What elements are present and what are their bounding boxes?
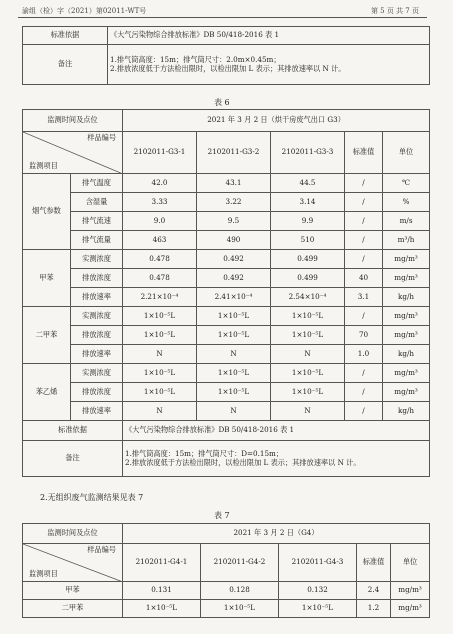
table-cell: 1×10⁻⁵L bbox=[123, 307, 197, 326]
column-header: 2102011-G4-3 bbox=[279, 544, 357, 582]
group-name: 甲苯 bbox=[23, 250, 71, 307]
table-row bbox=[23, 326, 430, 345]
table-cell: 1×10⁻⁵L bbox=[271, 383, 345, 402]
table-row bbox=[23, 383, 430, 402]
table-cell: 1×10⁻⁵L bbox=[123, 364, 197, 383]
table-cell: 490 bbox=[197, 231, 271, 250]
table-cell: / bbox=[345, 307, 383, 326]
header-diagonal-cell bbox=[23, 132, 123, 174]
table-cell: N bbox=[197, 345, 271, 364]
table-cell: 1.2 bbox=[357, 600, 391, 618]
column-header: 标准值 bbox=[345, 132, 383, 174]
table-cell: 3.14 bbox=[271, 193, 345, 212]
sub-item: 排气流量 bbox=[71, 231, 123, 250]
table-cell: 43.1 bbox=[197, 174, 271, 193]
item-name: 甲苯 bbox=[23, 582, 123, 600]
table-cell: / bbox=[345, 212, 383, 231]
time-label: 监测时间及点位 bbox=[23, 110, 123, 132]
group-name: 二甲苯 bbox=[23, 307, 71, 364]
sub-item: 排放速率 bbox=[71, 402, 123, 421]
table-row bbox=[23, 269, 430, 288]
remark-line: 1.排气筒高度：15m；排气筒尺寸：2.0m×0.45m； bbox=[110, 54, 281, 64]
remark-line: 2.排放浓度低于方法检出限时，以检出限加 L 表示；其排放速率以 N 计。 bbox=[110, 63, 346, 73]
table-cell: 1×10⁻⁵L bbox=[123, 326, 197, 345]
table-cell: 1×10⁻⁵L bbox=[197, 326, 271, 345]
table-cell: 3.1 bbox=[345, 288, 383, 307]
table-cell: / bbox=[345, 193, 383, 212]
table7 bbox=[22, 523, 430, 618]
table-cell: 2.4 bbox=[357, 582, 391, 600]
table-cell: 42.0 bbox=[123, 174, 197, 193]
sub-item: 实测浓度 bbox=[71, 250, 123, 269]
table-row bbox=[23, 402, 430, 421]
sub-item: 排放速率 bbox=[71, 345, 123, 364]
table-cell: 1×10⁻⁵L bbox=[197, 307, 271, 326]
table-cell: 0.499 bbox=[271, 269, 345, 288]
remark-line: 2.排放浓度低于方法检出限时，以检出限加 L 表示；其排放速率以 N 计。 bbox=[125, 457, 361, 467]
table-cell: 2.41×10⁻⁴ bbox=[197, 288, 271, 307]
table-cell: 9.0 bbox=[123, 212, 197, 231]
table-cell: 9.5 bbox=[197, 212, 271, 231]
table-cell: kg/h bbox=[383, 345, 430, 364]
table-cell: ℃ bbox=[383, 174, 430, 193]
table-row bbox=[23, 231, 430, 250]
std-label: 标准依据 bbox=[23, 421, 123, 441]
table-cell: 1×10⁻⁵L bbox=[271, 326, 345, 345]
remark-label: 备注 bbox=[23, 45, 108, 85]
table-cell: 44.5 bbox=[271, 174, 345, 193]
table-cell: mg/m³ bbox=[391, 600, 430, 618]
table-row bbox=[23, 582, 430, 600]
section-title: 2.无组织废气监测结果见表 7 bbox=[40, 493, 144, 502]
sample-label: 样品编号 bbox=[87, 133, 117, 142]
table-cell: N bbox=[197, 402, 271, 421]
table-cell: 0.492 bbox=[197, 269, 271, 288]
table-cell: 0.478 bbox=[123, 269, 197, 288]
table-cell: / bbox=[345, 402, 383, 421]
header-rule bbox=[18, 17, 427, 18]
table-cell: N bbox=[123, 402, 197, 421]
sub-item: 含湿量 bbox=[71, 193, 123, 212]
column-header: 单位 bbox=[391, 544, 430, 582]
report-number: 渝组（检）字（2021）第02011-WT号 bbox=[22, 7, 147, 15]
sub-item: 排气温度 bbox=[71, 174, 123, 193]
remark-line: 1.排气筒高度：15m；排气筒尺寸：D=0.15m； bbox=[125, 448, 284, 458]
std-label: 标准依据 bbox=[23, 27, 108, 45]
sub-item: 实测浓度 bbox=[71, 307, 123, 326]
table-row bbox=[23, 288, 430, 307]
table-cell: 0.492 bbox=[197, 250, 271, 269]
table-cell: 1×10⁻⁵L bbox=[123, 383, 197, 402]
table-cell: 40 bbox=[345, 269, 383, 288]
table6-caption: 表 6 bbox=[214, 98, 230, 107]
table-cell: 0.132 bbox=[279, 582, 357, 600]
table-cell: kg/h bbox=[383, 402, 430, 421]
table-cell: mg/m³ bbox=[383, 383, 430, 402]
sub-item: 排放浓度 bbox=[71, 383, 123, 402]
table-cell: 2.21×10⁻⁴ bbox=[123, 288, 197, 307]
table-row bbox=[23, 364, 430, 383]
column-header: 2102011-G3-3 bbox=[271, 132, 345, 174]
time-label: 监测时间及点位 bbox=[23, 524, 123, 544]
column-header: 2102011-G4-1 bbox=[123, 544, 201, 582]
column-header: 2102011-G3-1 bbox=[123, 132, 197, 174]
table-cell: 0.478 bbox=[123, 250, 197, 269]
group-name: 烟气参数 bbox=[23, 174, 71, 250]
table-cell: 1×10⁻⁵L bbox=[123, 600, 201, 618]
column-header: 2102011-G3-2 bbox=[197, 132, 271, 174]
page-number: 第 5 页 共 7 页 bbox=[370, 7, 419, 15]
sub-item: 排放浓度 bbox=[71, 326, 123, 345]
table-cell: N bbox=[271, 345, 345, 364]
item-name: 二甲苯 bbox=[23, 600, 123, 618]
sub-item: 排气流速 bbox=[71, 212, 123, 231]
remark-label: 备注 bbox=[23, 441, 123, 477]
table7-caption: 表 7 bbox=[214, 511, 230, 520]
table-cell: / bbox=[345, 231, 383, 250]
table-cell: 2.54×10⁻⁴ bbox=[271, 288, 345, 307]
table-cell: 1×10⁻⁵L bbox=[201, 600, 279, 618]
table-cell: % bbox=[383, 193, 430, 212]
column-header: 单位 bbox=[383, 132, 430, 174]
remark-value bbox=[123, 441, 430, 477]
table-cell: mg/m³ bbox=[383, 250, 430, 269]
table-cell: m/s bbox=[383, 212, 430, 231]
table-row bbox=[23, 212, 430, 231]
time-value: 2021 年 3 月 2 日（烘干房废气出口 G3） bbox=[123, 110, 430, 132]
table-cell: 0.131 bbox=[123, 582, 201, 600]
table-cell: m³/h bbox=[383, 231, 430, 250]
table-cell: / bbox=[345, 383, 383, 402]
table-cell: mg/m³ bbox=[391, 582, 430, 600]
std-value: 《大气污染物综合排放标准》DB 50/418-2016 表 1 bbox=[108, 27, 430, 45]
table-cell: 510 bbox=[271, 231, 345, 250]
table-cell: 9.9 bbox=[271, 212, 345, 231]
time-value: 2021 年 3 月 2 日（G4） bbox=[123, 524, 430, 544]
table-cell: mg/m³ bbox=[383, 326, 430, 345]
table-row bbox=[23, 174, 430, 193]
table-cell: mg/m³ bbox=[383, 364, 430, 383]
table-cell: / bbox=[345, 250, 383, 269]
table-cell: / bbox=[345, 364, 383, 383]
table-cell: 1×10⁻⁵L bbox=[271, 364, 345, 383]
group-name: 苯乙烯 bbox=[23, 364, 71, 421]
table-row bbox=[23, 600, 430, 618]
sample-label: 样品编号 bbox=[87, 545, 116, 554]
item-label: 监测项目 bbox=[29, 569, 58, 579]
table-cell: 463 bbox=[123, 231, 197, 250]
column-header: 标准值 bbox=[357, 544, 391, 582]
table-cell: N bbox=[123, 345, 197, 364]
table-cell: 1×10⁻⁵L bbox=[197, 364, 271, 383]
table-cell: 0.128 bbox=[201, 582, 279, 600]
table-cell: 1×10⁻⁵L bbox=[279, 600, 357, 618]
table-cell: / bbox=[345, 174, 383, 193]
table-cell: 1×10⁻⁵L bbox=[197, 383, 271, 402]
std-value: 《大气污染物综合排放标准》DB 50/418-2016 表 1 bbox=[123, 421, 430, 441]
table-row bbox=[23, 250, 430, 269]
header-diagonal-cell bbox=[23, 544, 123, 582]
table-cell: 1.0 bbox=[345, 345, 383, 364]
table-cell: 3.22 bbox=[197, 193, 271, 212]
standard-table-top bbox=[22, 26, 430, 85]
table-cell: 0.499 bbox=[271, 250, 345, 269]
sub-item: 排放速率 bbox=[71, 288, 123, 307]
table-cell: N bbox=[271, 402, 345, 421]
table-cell: 1×10⁻⁵L bbox=[271, 307, 345, 326]
table6 bbox=[22, 109, 430, 477]
table-row bbox=[23, 345, 430, 364]
table-cell: mg/m³ bbox=[383, 307, 430, 326]
item-label: 监测项目 bbox=[29, 161, 58, 171]
remark-value bbox=[108, 45, 430, 85]
sub-item: 实测浓度 bbox=[71, 364, 123, 383]
table-row bbox=[23, 307, 430, 326]
sub-item: 排放浓度 bbox=[71, 269, 123, 288]
column-header: 2102011-G4-2 bbox=[201, 544, 279, 582]
table-row bbox=[23, 193, 430, 212]
table-cell: kg/h bbox=[383, 288, 430, 307]
table-cell: mg/m³ bbox=[383, 269, 430, 288]
table-cell: 3.33 bbox=[123, 193, 197, 212]
table-cell: 70 bbox=[345, 326, 383, 345]
